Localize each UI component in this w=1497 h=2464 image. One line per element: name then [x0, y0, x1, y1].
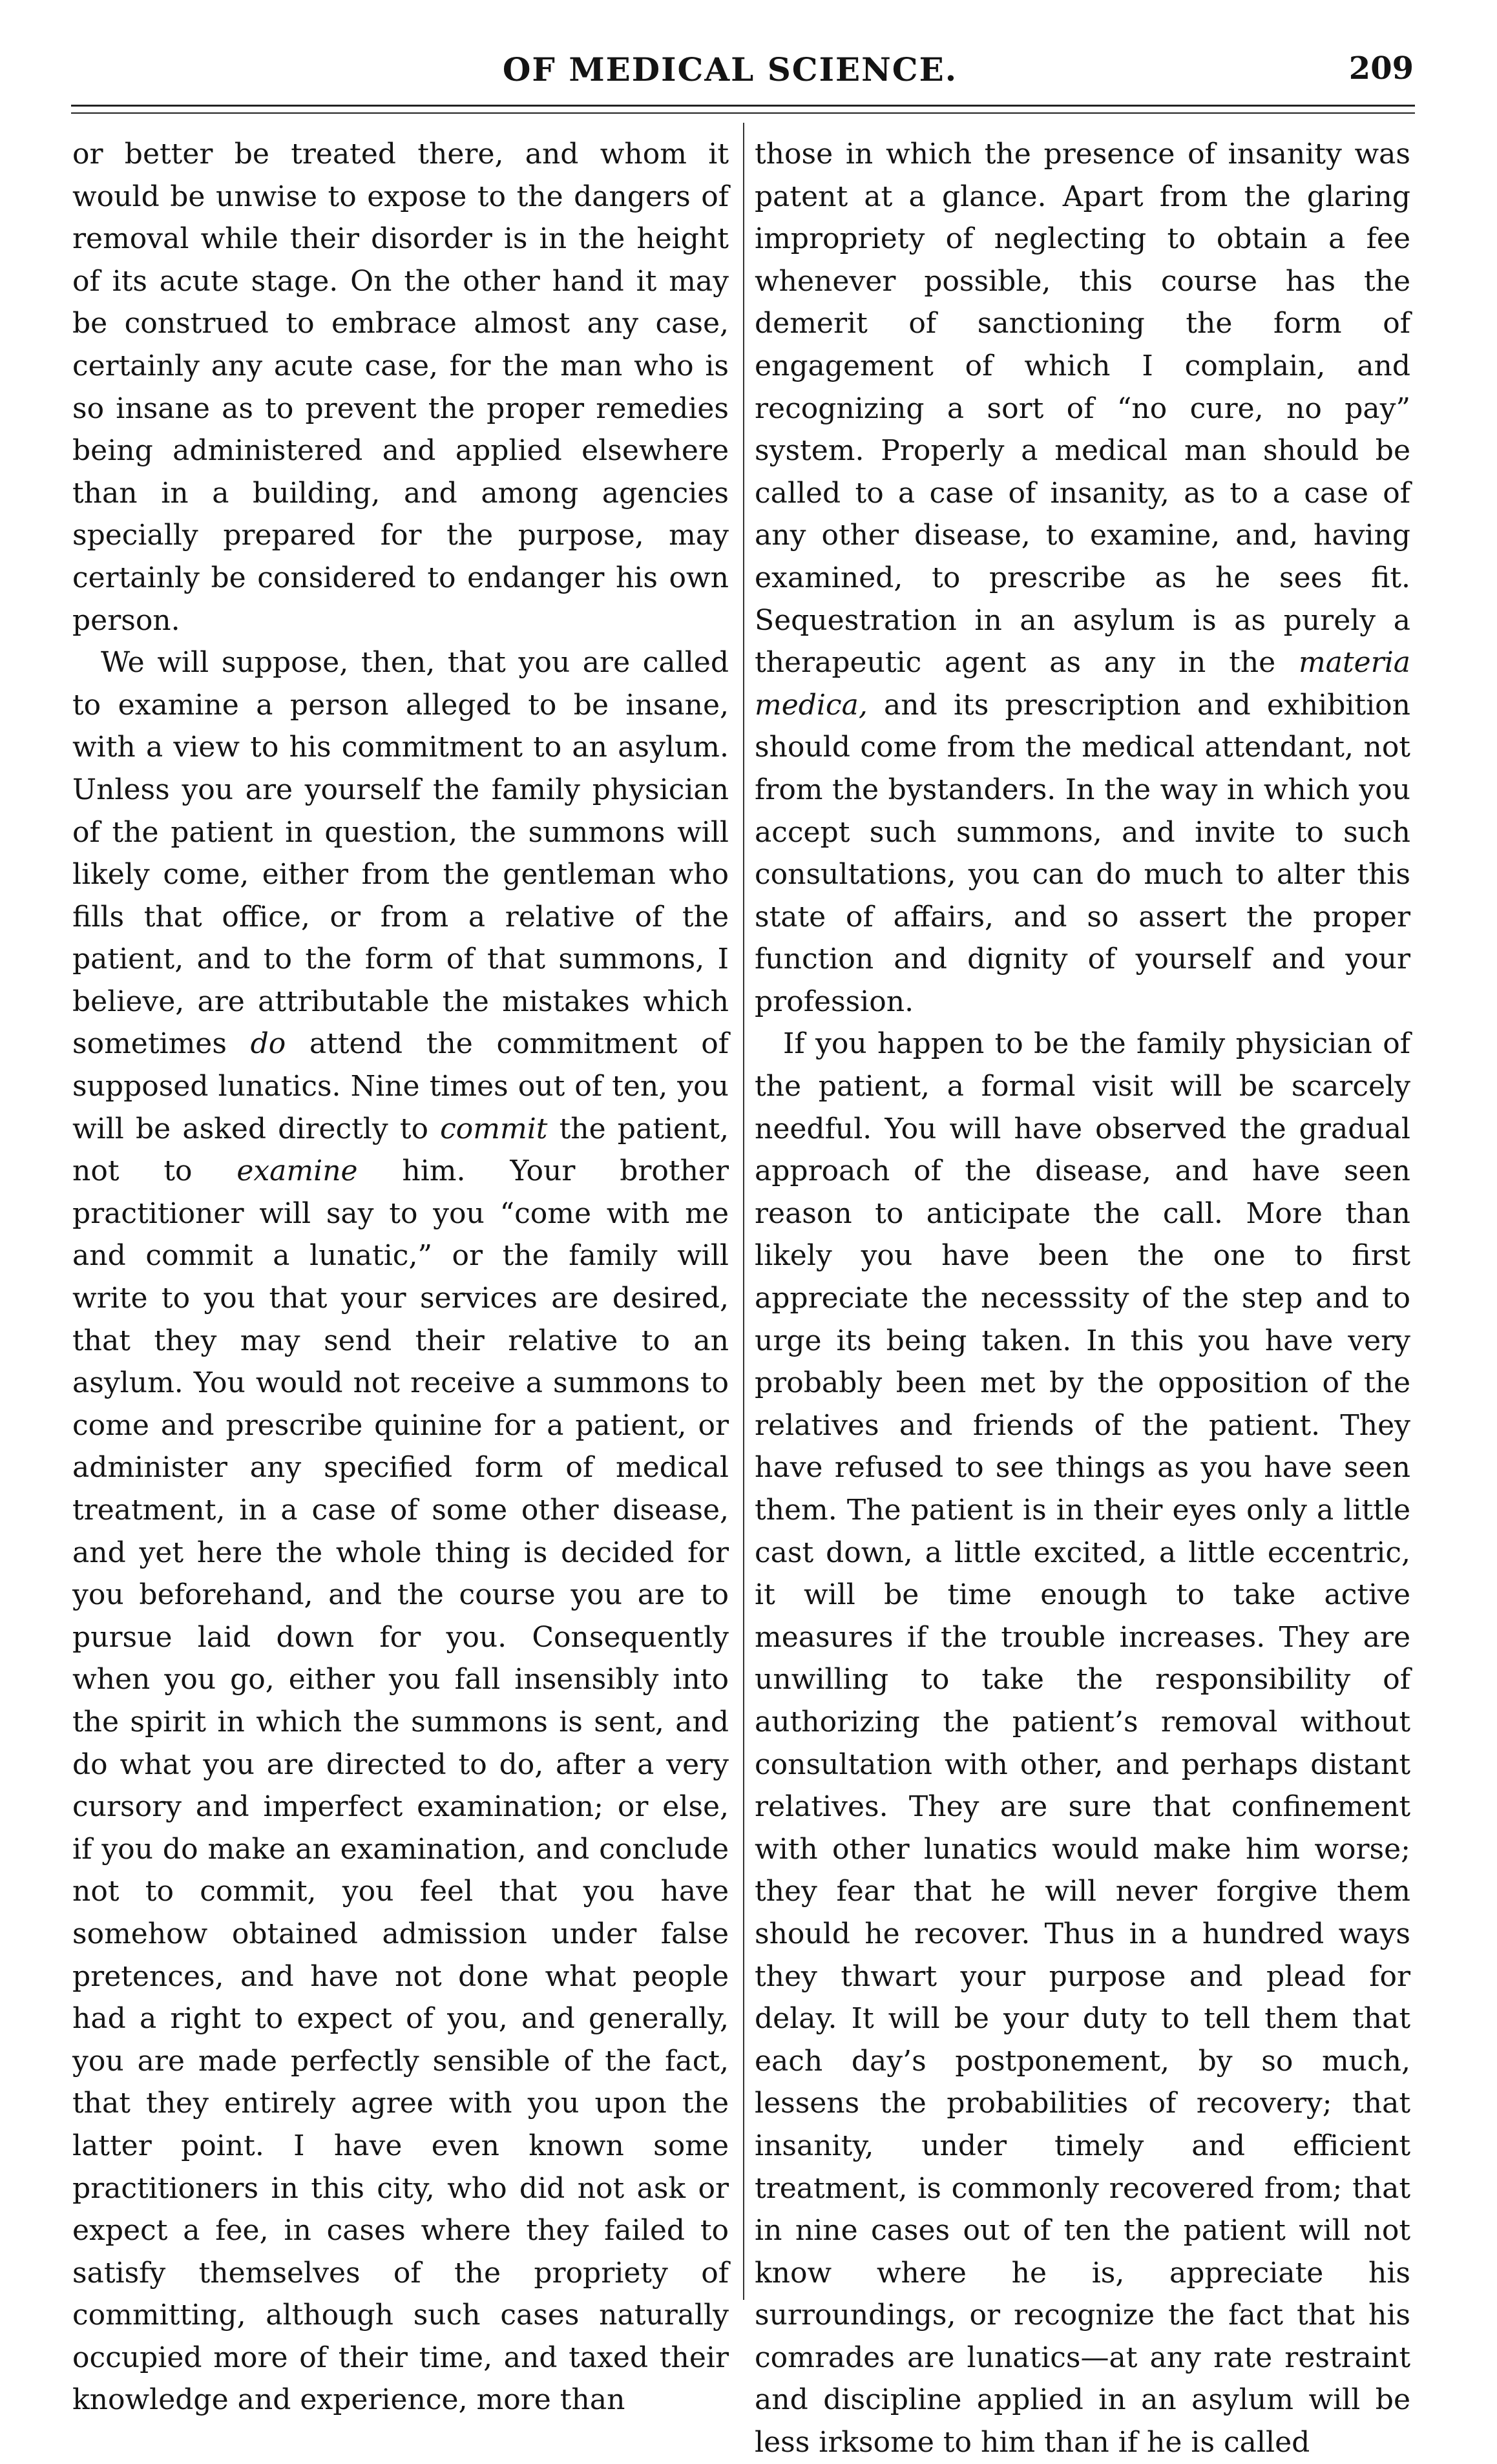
column-divider: [743, 123, 744, 2300]
italic-examine: examine: [236, 1154, 358, 1188]
running-title: OF MEDICAL SCIENCE.: [502, 50, 958, 89]
right-p1-text-b: and its prescription and exhibition should come from the medical attendant, not from the bystanders. In the way in which you accept such summons, and invite to such consultations, you can do much to alter this state of affairs, and so assert the proper function and dignity of yourself and your profession.: [755, 688, 1410, 1018]
left-column: [72, 133, 729, 2417]
right-p1-text-a: those in which the presence of insanity was patent at a glance. Apart from the glaring impropriety of neglecting to obtain a fee whenever possible, this course has the demerit of sanctioning the form of engagement of which I complain, and recognizing a sort of “no cure, no pay” system. Properly a medical man should be called to a case of insanity, as to a case of any other disease, to examine, and, having examined, to prescribe as he sees fit. Sequestration in an asylum is as purely a therapeutic agent as any in the: [755, 138, 1410, 680]
left-p2-text-b: attend the commitment of supposed lunatics. Nine times out of ten, you will be asked directly to: [72, 1027, 729, 1145]
right-paragraph-2: If you happen to be the family physician of the patient, a formal visit will be scarcely needful. You will have observed the gradual approach of the disease, and have seen reason to anticipate the call. More than likely you have been the one to first appreciate the necesssity of the step and to urge its being taken. In this you have very probably been met by the opposition of the relatives and friends of the patient. They have refused to see things as you have seen them. The patient is in their eyes only a little cast down, a little excited, a little eccentric, it will be time enough to take active measures if the trouble increases. They are unwilling to take the responsibility of authorizing the patient’s removal without consultation with other, and perhaps distant relatives. They are sure that confinement with other lunatics would make him worse; they fear that he will never forgive them should he recover. Thus in a hundred ways they thwart your purpose and plead for delay. It will be your duty to tell them that each day’s postponement, by so much, lessens the probabilities of recovery; that insanity, under timely and efficient treatment, is commonly recovered from; that in nine cases out of ten the patient will not know where he is, appreciate his surroundings, or recognize the fact that his comrades are lunatics—at any rate restraint and discipline applied in an asylum will be less irksome to him than if he is called: [755, 1027, 1410, 2459]
left-paragraph-1: or better be treated there, and whom it would be unwise to expose to the dangers of removal while their disorder is in the height of its acute stage. On the other hand it may be construed to embrace almost any case, certainly any acute case, for the man who is so insane as to prevent the proper remedies being administered and applied elsewhere than in a building, and among agencies specially prepared for the purpose, may certainly be considered to endanger his own person.: [72, 138, 729, 637]
left-p2-text-d: him. Your brother practitioner will say to you “come with me and commit a lunatic,” or the family will write to you that your services are desired, that they may send their relative to an asylum. You would not receive a summons to come and prescribe quinine for a patient, or administer any specified form of medical treatment, in a case of some other disease, and yet here the whole thing is decided for you beforehand, and the course you are to pursue laid down for you. Consequently when you go, either you fall insensibly into the spirit in which the summons is sent, and do what you are directed to do, after a very cursory and imperfect examination; or else, if you do make an examination, and conclude not to commit, you feel that you have somehow obtained admission under false pretences, and have not done what people had a right to expect of you, and generally, you are made perfectly sensible of the fact, that they entirely agree with you upon the latter point. I have even known some practitioners in this city, who did not ask or expect a fee, in cases where they failed to satisfy themselves of the propriety of committing, although such cases naturally occupied more of their time, and taxed their knowledge and experience, more than: [72, 1154, 729, 2417]
left-p2-text-a: We will suppose, then, that you are called to examine a person alleged to be insane, with a view to his commitment to an asylum. Unless you are yourself the family physician of the patient in question, the summons will likely come, either from the gentleman who fills that office, or from a relative of the patient, and to the form of that summons, I believe, are attributable the mistakes which sometimes: [72, 646, 729, 1061]
italic-materia-medica: materia medica,: [755, 646, 1410, 722]
right-paragraph-1: [755, 133, 1410, 1023]
header-rule-bottom: [71, 112, 1415, 114]
running-head: [39, 50, 1421, 96]
page-number: 209: [1348, 50, 1414, 87]
italic-commit: commit: [440, 1112, 548, 1145]
left-p2-text-c: the patient, not to: [72, 1112, 729, 1188]
right-column: [755, 133, 1410, 2459]
header-rule-top: [71, 105, 1415, 107]
left-paragraph-2: [72, 642, 729, 2421]
italic-do: do: [250, 1027, 286, 1061]
